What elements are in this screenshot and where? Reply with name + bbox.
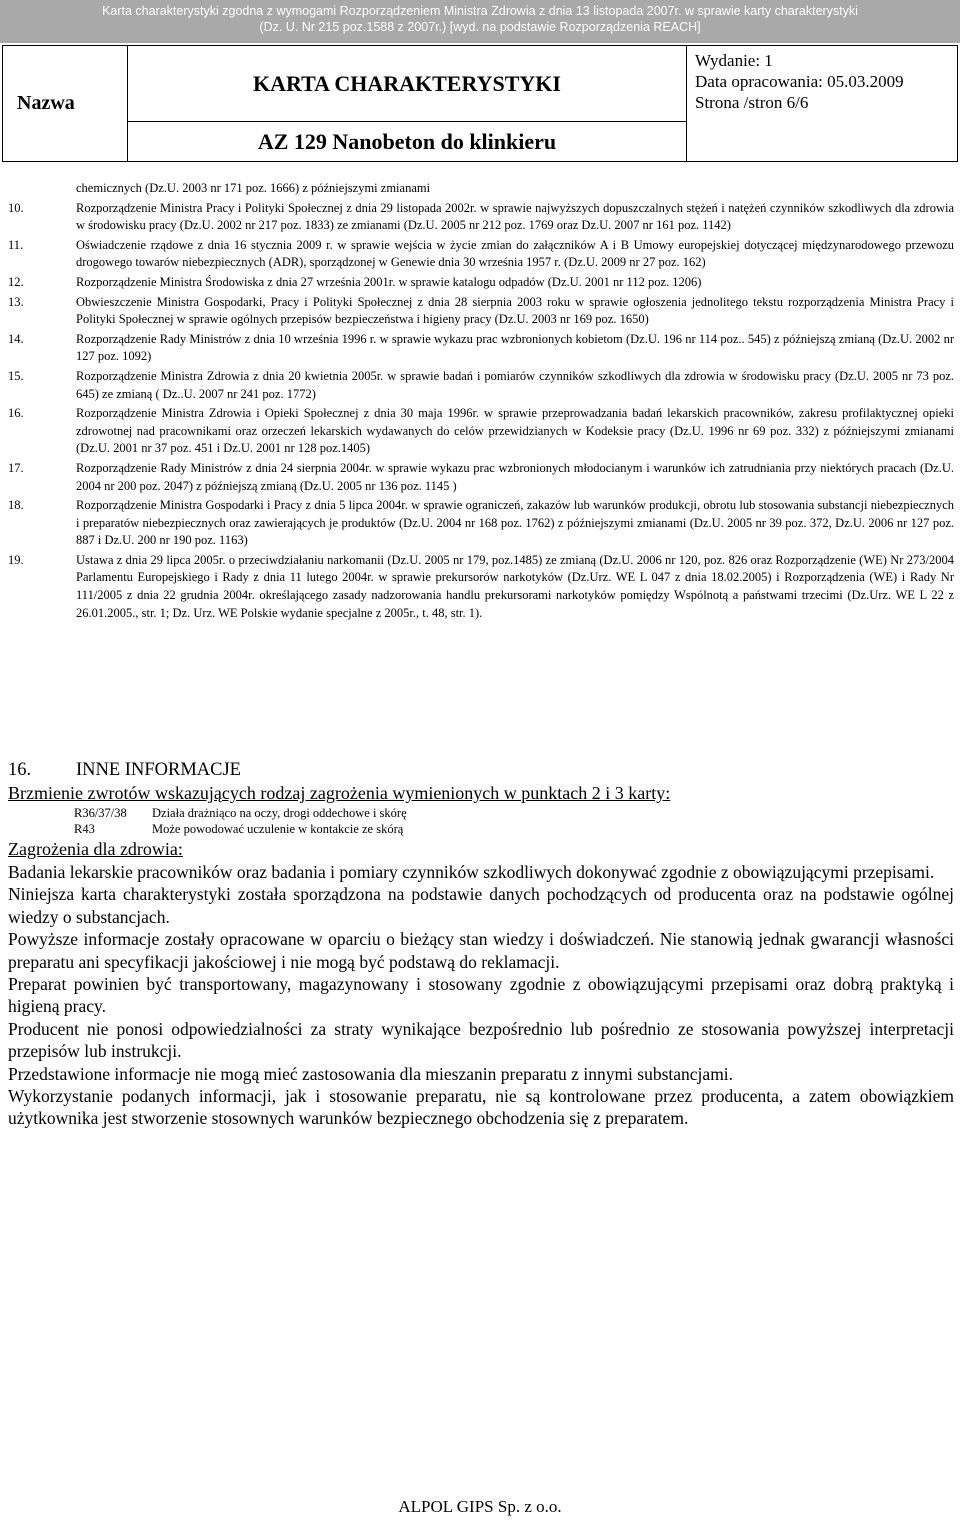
- regulation-text: Rozporządzenie Rady Ministrów z dnia 24 sierpnia 2004r. w sprawie wykazu prac wzbronionych młodocianym i warunków ich zatrudniania przy niektórych pracach (Dz.U. 2004 nr 200 poz. 2047) z późniejszą zmianą (Dz.U. 2005 nr 136 poz. 1145 ): [76, 460, 954, 493]
- risk-phrase: [8, 805, 954, 821]
- info-paragraph: Wykorzystanie podanych informacji, jak i stosowanie preparatu, nie są kontrolowane przez producenta, a zatem obowiązkiem użytkownika jest stworzenie stosownych warunków bezpiecznego obchodzenia się z preparatem.: [8, 1086, 954, 1129]
- risk-text: Działa drażniąco na oczy, drogi oddechowe i skórę: [152, 806, 407, 820]
- regulation-text: chemicznych (Dz.U. 2003 nr 171 poz. 1666) z późniejszymi zmianami: [76, 181, 431, 195]
- regulation-number: 11.: [8, 237, 24, 252]
- section-heading: [8, 758, 954, 782]
- regulation-item: [8, 368, 954, 403]
- regulation-text: Rozporządzenie Ministra Pracy i Polityki Społecznej z dnia 29 listopada 2002r. w sprawie najwyższych dopuszczalnych stężeń i natężeń czynników szkodliwych dla zdrowia w środowisku pracy (Dz.U. 2002 nr 217 poz. 1833) ze zmianami (Dz.U. 2005 nr 212 poz. 1769 oraz Dz.U. 2007 nr 161 poz. 1142): [76, 200, 954, 233]
- company-footer: ALPOL GIPS Sp. z o.o.: [398, 1497, 562, 1516]
- regulation-item: [8, 552, 954, 622]
- regulation-number: 19.: [8, 552, 24, 567]
- health-hazards-heading: Zagrożenia dla zdrowia:: [8, 839, 183, 859]
- info-paragraph: Preparat powinien być transportowany, magazynowany i stosowany zgodnie z obowiązującymi przepisami oraz dobrą praktyką i higieną pracy.: [8, 974, 954, 1017]
- regulation-number: 16.: [8, 406, 24, 421]
- document-title: KARTA CHARAKTERYSTYKI: [128, 46, 687, 122]
- regulations-list: [8, 180, 954, 624]
- risk-code: R36/37/38: [74, 806, 127, 820]
- banner-line-1: Karta charakterystyki zgodna z wymogami Rozporządzeniem Ministra Zdrowia z dnia 13 listopada 2007r. w sprawie karty charakterystyki: [102, 4, 858, 18]
- nazwa-label: Nazwa: [3, 46, 128, 162]
- risk-phrases-heading: Brzmienie zwrotów wskazujących rodzaj zagrożenia wymienionych w punktach 2 i 3 karty:: [8, 783, 671, 803]
- regulation-number: 13.: [8, 294, 24, 309]
- regulation-number: 18.: [8, 498, 24, 513]
- regulation-item: [8, 497, 954, 550]
- edition: Wydanie: 1: [695, 51, 773, 70]
- section-16: [8, 758, 954, 1130]
- info-paragraph: Powyższe informacje zostały opracowane w oparciu o bieżący stan wiedzy i doświadczeń. Nie stanowią jednak gwarancji własności preparatu ani specyfikacji jakościowej i nie mogą być podstawą do reklamacji.: [8, 929, 954, 972]
- banner-line-2: (Dz. U. Nr 215 poz.1588 z 2007r.) [wyd. na podstawie Rozporządzenia REACH]: [259, 20, 701, 34]
- regulation-text: Ustawa z dnia 29 lipca 2005r. o przeciwdziałaniu narkomanii (Dz.U. 2005 nr 179, poz.1485) ze zmianą (Dz.U. 2006 nr 120, poz. 826 oraz Rozporządzenie (WE) Nr 273/2004 Parlamentu Europejskiego i Rady z dnia 11 lutego 2004r. w sprawie prekursorów narkotyków (Dz.Urz. WE L 047 z dnia 18.02.2005) i Rozporządzenia (WE) i Rady Nr 111/2005 z dnia 22 grudnia 2004r. określającego zasady nadzorowania handlu prekursorami narkotyków pomiędzy Wspólnotą a państwami trzecimi (Dz.Urz. WE L 22 z 26.01.2005., str. 1; Dz. Urz. WE Polskie wydanie specjalne z 2005r., t. 48, str. 1).: [76, 552, 954, 620]
- risk-text: Może powodować uczulenie w kontakcie ze skórą: [152, 822, 404, 836]
- regulation-text: Rozporządzenie Rady Ministrów z dnia 10 września 1996 r. w sprawie wykazu prac wzbronionych kobietom (Dz.U. 196 nr 114 poz.. 545) z późniejszą zmianą (Dz.U. 2002 nr 127 poz. 1092): [76, 331, 954, 364]
- regulation-item: [8, 460, 954, 495]
- info-paragraph: Niniejsza karta charakterystyki została sporządzona na podstawie danych pochodzących od producenta oraz na podstawie ogólnej wiedzy o substancjach.: [8, 884, 954, 927]
- regulation-item: [8, 180, 954, 198]
- product-name: AZ 129 Nanobeton do klinkieru: [128, 122, 687, 162]
- info-paragraph: Producent nie ponosi odpowiedzialności za straty wynikające bezpośrednio lub pośrednio ze stosowania powyższej interpretacji przepisów lub instrukcji.: [8, 1018, 954, 1062]
- regulation-number: 12.: [8, 274, 24, 289]
- regulation-number: 14.: [8, 331, 24, 346]
- regulation-item: [8, 294, 954, 329]
- risk-phrase: [8, 821, 954, 837]
- regulation-item: [8, 274, 954, 292]
- regulation-text: Rozporządzenie Ministra Gospodarki i Pracy z dnia 5 lipca 2004r. w sprawie ograniczeń, zakazów lub warunków produkcji, obrotu lub stosowania substancji niebezpiecznych i preparatów niebezpiecznych oraz zawierających je produktów (Dz.U. 2004 nr 168 poz. 1762) z późniejszymi zmianami (Dz.U. 2005 nr 39 poz. 372, Dz.U. 2006 nr 127 poz. 887 i Dz.U. 200 nr 190 poz. 1163): [76, 498, 954, 548]
- regulation-item: [8, 200, 954, 235]
- regulation-banner: [0, 0, 960, 43]
- document-meta: [687, 46, 958, 162]
- regulation-number: 17.: [8, 460, 24, 475]
- regulation-number: 15.: [8, 368, 24, 383]
- risk-code: R43: [74, 822, 95, 836]
- regulation-text: Oświadczenie rządowe z dnia 16 stycznia 2009 r. w sprawie wejścia w życie zmian do załączników A i B Umowy europejskiej dotyczącej międzynarodowego przewozu drogowego towarów niebezpiecznych (ADR), sporządzonej w Genewie dnia 30 września 1957 r. (Dz.U. 2009 nr 27 poz. 162): [76, 237, 954, 270]
- regulation-number: [8, 180, 76, 198]
- regulation-text: Obwieszczenie Ministra Gospodarki, Pracy i Polityki Społecznej z dnia 28 sierpnia 2003 roku w sprawie ogłoszenia jednolitego tekstu rozporządzenia Ministra Pracy i Polityki Społecznej w sprawie ogólnych przepisów bezpieczeństwa i higieny pracy (Dz.U. 2003 nr 169 poz. 1650): [76, 294, 954, 327]
- regulation-text: Rozporządzenie Ministra Zdrowia z dnia 20 kwietnia 2005r. w sprawie badań i pomiarów czynników szkodliwych dla zdrowia w środowisku pracy (Dz.U. 2005 nr 73 poz. 645) ze zmianą ( Dz..U. 2007 nr 241 poz. 1772): [76, 368, 954, 401]
- regulation-number: 10.: [8, 200, 24, 215]
- regulation-item: [8, 237, 954, 272]
- preparation-date: Data opracowania: 05.03.2009: [695, 72, 904, 91]
- regulation-text: Rozporządzenie Ministra Środowiska z dnia 27 września 2001r. w sprawie katalogu odpadów (Dz.U. 2001 nr 112 poz. 1206): [76, 274, 702, 289]
- section-title: INNE INFORMACJE: [76, 759, 241, 780]
- info-paragraph: Przedstawione informacje nie mogą mieć zastosowania dla mieszanin preparatu z innymi substancjami.: [8, 1063, 734, 1084]
- info-paragraph: Badania lekarskie pracowników oraz badania i pomiary czynników szkodliwych dokonywać zgodnie z obowiązującymi przepisami.: [8, 862, 935, 882]
- page-count: Strona /stron 6/6: [695, 93, 809, 112]
- regulation-text: Rozporządzenie Ministra Zdrowia i Opieki Społecznej z dnia 30 maja 1996r. w sprawie przeprowadzania badań lekarskich pracowników, zakresu profilaktycznej opieki zdrowotnej nad pracownikami oraz orzeczeń lekarskich wydawanych do celów przewidzianych w Kodeksie pracy (Dz.U. 1996 nr 69 poz. 332) z późniejszymi zmianami (Dz.U. 2001 nr 37 poz. 451 i Dz.U. 2001 nr 128 poz.1405): [76, 406, 954, 456]
- regulation-item: [8, 331, 954, 366]
- document-header: [2, 45, 958, 162]
- regulation-item: [8, 405, 954, 458]
- section-number: 16.: [8, 759, 32, 780]
